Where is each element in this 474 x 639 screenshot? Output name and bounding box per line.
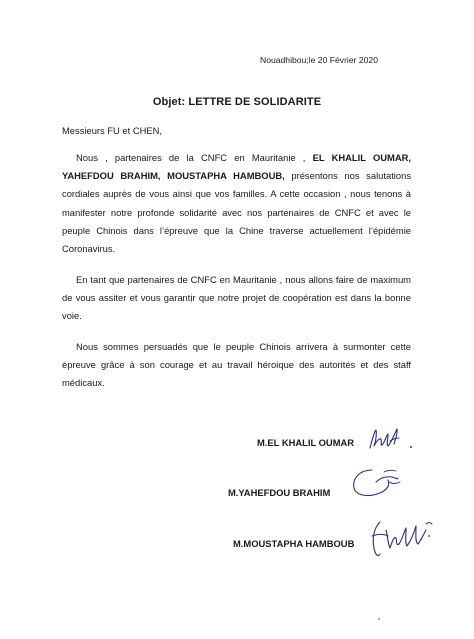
letter-date: Nouadhibou;le 20 Février 2020 <box>259 55 378 65</box>
signatory-name-2: M.YAHEFDOU BRAHIM <box>228 487 331 498</box>
signature-2 <box>346 464 406 504</box>
signatory-name-3: M.MOUSTAPHA HAMBOUB <box>233 538 355 549</box>
handwritten-signature-icon <box>346 464 406 504</box>
letter-subject: Objet: LETTRE DE SOLIDARITE <box>152 96 322 108</box>
paragraph-3: Nous sommes persuadés que le peuple Chinois arrivera à surmonter cette épreuve grâce à son courage et au travail héroique des autorités et des staff médicaux. <box>62 340 411 389</box>
paragraph-1-rest: présentons nos salutations cordiales auprès de vous ainsi que vos familles. A cette occasion , nous tenons à manifester notre profonde solidarité avec nos partenaires de CNFC et avec le peuple Chinois dans l’épreuve que la Chine traverse actuellement l’épidémie Coronavirus. <box>62 170 412 255</box>
paragraph-2: En tant que partenaires de CNFC en Mauritanie , nous allons faire de maximum de vous assiter et vous garantịr que notre projet de coopération est dans la bonne voie. <box>62 273 411 322</box>
signature-3 <box>366 514 438 562</box>
letter-salutation: Messieurs FU et CHEN, <box>62 125 163 136</box>
partner-names: EL KHALIL OUMAR, YAHEFDOU BRAHIM, MOUSTAPHA HAMBOUB, <box>62 152 411 182</box>
handwritten-signature-icon <box>366 424 416 452</box>
signature-1 <box>366 424 416 452</box>
letter-body <box>62 149 411 405</box>
paragraph-1-intro: Nous , partenaires de la CNFC en Mauritanie , <box>76 152 313 163</box>
handwritten-signature-icon <box>366 514 438 562</box>
signatory-name-1: M.EL KHALIL OUMAR <box>257 437 355 448</box>
scan-speck <box>378 618 380 620</box>
paragraph-1 <box>62 149 411 258</box>
